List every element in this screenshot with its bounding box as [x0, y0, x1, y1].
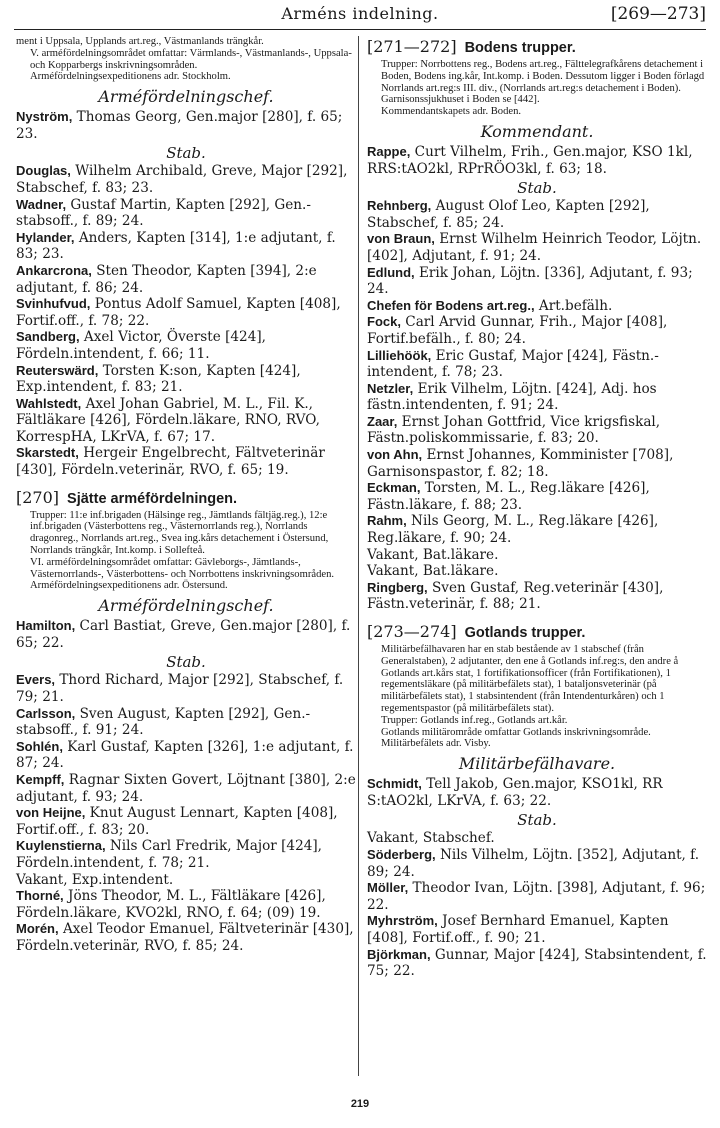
- intro-line: Arméfördelningsexpeditionens adr. Stockholm.: [30, 71, 231, 83]
- list-item: Nyström, Thomas Georg, Gen.major [280], f. 65; 23.: [16, 109, 343, 142]
- intro-line: ment i Uppsala, Upplands art.reg., Västmanlands trängkår.: [16, 36, 264, 47]
- section-title: [270] Sjätte arméfördelningen.: [16, 487, 238, 507]
- list-item: Reuterswärd, Torsten K:son, Kapten [424], Exp.intendent, f. 83; 21.: [16, 362, 301, 396]
- header-rule: [14, 29, 706, 30]
- list-item: Svinhufvud, Pontus Adolf Samuel, Kapten [408], Fortif.off., f. 78; 22.: [16, 296, 341, 329]
- section-heading: Stab.: [166, 144, 206, 163]
- intro-line: Garnisonssjukhuset i Boden se [442].: [381, 94, 540, 106]
- intro-line: Trupper: 11:e inf.brigaden (Hälsinge reg., Jämtlands fältjäg.reg.), 12:e inf.brigaden (Västerbottens reg., Västernorrlands reg.), Norrlands dragonreg., Norrlands art.reg., Svea ing.kårs detachement i Östersund, Norrlands trängkår, Int.komp. i Sollefteå.: [30, 509, 329, 557]
- stab-list: [16, 163, 356, 478]
- list-item: Sohlén, Karl Gustaf, Kapten [326], 1:e adjutant, f. 87; 24.: [16, 738, 354, 772]
- list-item: von Braun, Ernst Wilhelm Heinrich Teodor, Löjtn. [402], Adjutant, f. 91; 24.: [367, 231, 702, 264]
- list-item: Thorné, Jöns Theodor, M. L., Fältläkare [426], Fördeln.läkare, KVO2kl, RNO, f. 64; (09) 19.: [16, 888, 326, 921]
- list-item: Möller, Theodor Ivan, Löjtn. [398], Adjutant, f. 96; 22.: [367, 880, 706, 913]
- intro-line: V. arméfördelningsområdet omfattar: Värmlands-, Västmanlands-, Uppsala- och Kopparbergs inskrivningsområden.: [30, 47, 352, 71]
- column-divider: [358, 36, 359, 1076]
- list-item: Wahlstedt, Axel Johan Gabriel, M. L., Fil. K., Fältläkare [426], Fördeln.läkare, RNO, RVO, KorrespHA, LKrVA, f. 67; 17.: [16, 395, 320, 445]
- page-title: Arméns indelning.: [281, 4, 439, 23]
- left-column: [16, 36, 356, 955]
- section-heading: Arméfördelningschef.: [98, 87, 274, 107]
- list-item: Björkman, Gunnar, Major [424], Stabsintendent, f. 75; 22.: [367, 946, 707, 980]
- section-title: [271—272] Bodens trupper.: [367, 37, 576, 56]
- section-heading: Kommendant.: [480, 121, 594, 141]
- list-item: von Ahn, Ernst Johannes, Komminister [708], Garnisonspastor, f. 82; 18.: [367, 447, 674, 480]
- section-heading: Stab.: [166, 653, 206, 672]
- list-item: Chefen för Bodens art.reg., Art.befälh.: [367, 297, 613, 314]
- section-heading: Militärbefälhavare.: [458, 754, 616, 774]
- list-item: Douglas, Wilhelm Archibald, Greve, Major [292], Stabschef, f. 83; 23.: [16, 163, 348, 196]
- list-item: Ringberg, Sven Gustaf, Reg.veterinär [430], Fästn.veterinär, f. 88; 21.: [367, 579, 664, 613]
- list-item: Söderberg, Nils Vilhelm, Löjtn. [352], Adjutant, f. 89; 24.: [367, 846, 700, 880]
- list-item: Netzler, Erik Vilhelm, Löjtn. [424], Adj. hos fästn.intendenten, f. 91; 24.: [367, 380, 657, 414]
- list-item: Kuylenstierna, Nils Carl Fredrik, Major [424], Fördeln.intendent, f. 78; 21.: [16, 838, 322, 871]
- page-header: [14, 4, 706, 30]
- list-item: Rehnberg, August Olof Leo, Kapten [292], Stabschef, f. 85; 24.: [367, 198, 650, 231]
- page-range: [269—273]: [610, 4, 706, 24]
- stab-list: [16, 672, 356, 954]
- list-item: Vakant, Bat.läkare.: [367, 546, 499, 563]
- intro-line: Militärbefälets adr. Visby.: [381, 738, 491, 750]
- list-item: Evers, Thord Richard, Major [292], Stabschef, f. 79; 21.: [16, 672, 344, 706]
- section-title: [273—274] Gotlands trupper.: [367, 622, 586, 642]
- list-item: Vakant, Bat.läkare.: [367, 563, 499, 580]
- list-item: Zaar, Ernst Johan Gottfrid, Vice krigsfiskal, Fästn.poliskommissarie, f. 83; 20.: [367, 413, 661, 447]
- stab-list: [367, 830, 707, 979]
- list-item: von Heijne, Knut August Lennart, Kapten [408], Fortif.off., f. 83; 20.: [16, 805, 338, 838]
- intro-line: Kommendantskapets adr. Boden.: [381, 106, 522, 118]
- list-item: Fock, Carl Arvid Gunnar, Frih., Major [408], Fortif.befälh., f. 80; 24.: [367, 314, 668, 347]
- list-item: Sandberg, Axel Victor, Överste [424], Fördeln.intendent, f. 66; 11.: [16, 329, 266, 362]
- list-item: Hamilton, Carl Bastiat, Greve, Gen.major [280], f. 65; 22.: [16, 618, 351, 651]
- list-item: Eckman, Torsten, M. L., Reg.läkare [426], Fästn.läkare, f. 88; 23.: [367, 480, 650, 513]
- list-item: Schmidt, Tell Jakob, Gen.major, KSO1kl, RR S:tAO2kl, LKrVA, f. 63; 22.: [367, 776, 663, 809]
- list-item: Rahm, Nils Georg, M. L., Reg.läkare [426], Reg.läkare, f. 90; 24.: [367, 513, 659, 547]
- intro-line: Trupper: Gotlands inf.reg., Gotlands art.kår.: [381, 714, 568, 726]
- list-item: Skarstedt, Hergeir Engelbrecht, Fältveterinär [430], Fördeln.veterinär, RVO, f. 65; 19.: [16, 445, 325, 479]
- section-heading: Arméfördelningschef.: [98, 596, 274, 616]
- page-number: 219: [350, 1098, 370, 1110]
- intro-line: Gotlands militärområde omfattar Gotlands inskrivningsområde.: [381, 726, 651, 738]
- list-item: Kempff, Ragnar Sixten Govert, Löjtnant [380], 2:e adjutant, f. 93; 24.: [16, 771, 356, 805]
- intro-line: Trupper: Norrbottens reg., Bodens art.reg., Fälttelegrafkårens detachement i Boden, Bodens ing.kår, Int.komp. i Boden. Dessutom ligger i Boden förlagd Norrlands art.reg:s III. div., (Norrlands art.reg:s detachement i Boden).: [381, 59, 705, 94]
- list-item: Myhrström, Josef Bernhard Emanuel, Kapten [408], Fortif.off., f. 90; 21.: [367, 913, 669, 946]
- right-column: [367, 36, 707, 980]
- list-item: Rappe, Curt Vilhelm, Frih., Gen.major, KSO 1kl, RRS:tAO2kl, RPrRÖO3kl, f. 63; 18.: [367, 143, 693, 177]
- list-item: Vakant, Exp.intendent.: [16, 871, 174, 888]
- section-heading: Stab.: [517, 811, 557, 830]
- intro-line: Arméfördelningsexpeditionens adr. Östersund.: [30, 580, 228, 592]
- list-item: Hylander, Anders, Kapten [314], 1:e adjutant, f. 83; 23.: [16, 229, 336, 263]
- list-item: Ankarcrona, Sten Theodor, Kapten [394], 2:e adjutant, f. 86; 24.: [16, 262, 317, 296]
- stab-list: [367, 198, 707, 613]
- list-item: Wadner, Gustaf Martin, Kapten [292], Gen.-stabsoff., f. 89; 24.: [16, 196, 311, 230]
- intro-line: Militärbefälhavaren har en stab bestående av 1 stabschef (från Generalstaben), 2 adjutanter, den ene å Gotlands inf.reg:s, den andre å Gotlands art.kårs stat, 1 fortifikationsofficer (från Fortifikationen), 1 regementsläkare (på militärbefälets stat), 1 bataljonsveterinär (på militärbefälets stat), 1 stabsintendent (från Intendenturkåren) och 1 regementspastor (på militärbefälets stat).: [381, 644, 679, 714]
- list-item: Lilliehöök, Eric Gustaf, Major [424], Fästn.-intendent, f. 78; 23.: [367, 347, 659, 381]
- list-item: Carlsson, Sven August, Kapten [292], Gen.-stabsoff., f. 91; 24.: [16, 705, 311, 739]
- list-item: Vakant, Stabschef.: [367, 830, 495, 847]
- list-item: Edlund, Erik Johan, Löjtn. [336], Adjutant, f. 93; 24.: [367, 264, 693, 298]
- list-item: Morén, Axel Teodor Emanuel, Fältveterinär [430], Fördeln.veterinär, RVO, f. 85; 24.: [16, 921, 354, 954]
- intro-line: VI. arméfördelningsområdet omfattar: Gävleborgs-, Jämtlands-, Västernorrlands-, Västerbottens- och Norrbottens inskrivningsområden.: [30, 556, 335, 580]
- section-heading: Stab.: [517, 179, 557, 198]
